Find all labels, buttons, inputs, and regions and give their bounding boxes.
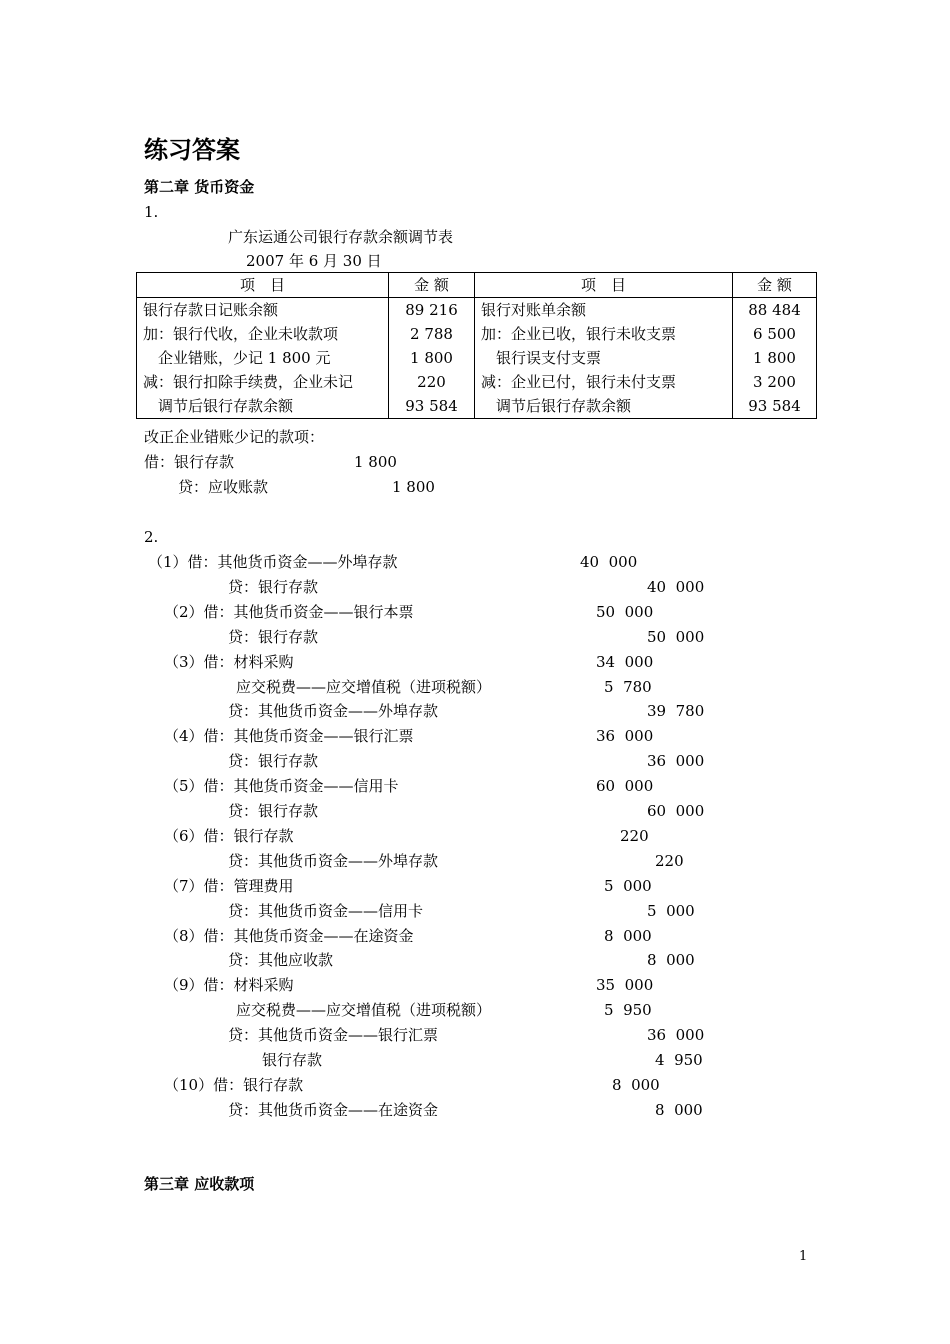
- cell-amount-left: 93 584: [389, 394, 475, 419]
- journal-line-text: 贷：银行存款: [228, 578, 319, 596]
- journal-line-amount: 40 000: [647, 578, 705, 596]
- table-row: [137, 322, 817, 346]
- journal-line-amount: 5 950: [604, 1001, 652, 1019]
- cell-amount-left: 220: [389, 370, 475, 394]
- journal-line-amount: 5 000: [647, 902, 695, 920]
- reconciliation-table: [136, 272, 817, 419]
- journal-line-text: 贷：其他货币资金——信用卡: [228, 902, 424, 920]
- table-row: [137, 298, 817, 323]
- journal-line-text: 贷：其他应收款: [228, 951, 334, 969]
- cell-amount-right: 3 200: [753, 373, 796, 391]
- cell-item-left: 减：银行扣除手续费，企业未记: [137, 370, 389, 394]
- chapter-3-heading: 第三章 应收款项: [144, 1175, 255, 1193]
- entry-credit-amount: 1 800: [392, 478, 435, 496]
- cell-amount-right: 1 800: [753, 349, 796, 367]
- journal-line-text: 贷：其他货币资金——外埠存款: [228, 852, 439, 870]
- journal-line-text: （10）借：银行存款: [164, 1076, 304, 1094]
- correction-note: 改正企业错账少记的款项：: [144, 428, 325, 446]
- journal-line-amount: 36 000: [647, 752, 705, 770]
- journal-line-text: 银行存款: [262, 1051, 323, 1069]
- journal-line-text: 应交税费——应交增值税（进项税额）: [236, 678, 492, 696]
- question-1-number: 1.: [144, 203, 159, 221]
- journal-line-text: （4）借：其他货币资金——银行汇票: [164, 727, 414, 745]
- journal-line-amount: 8 000: [612, 1076, 660, 1094]
- cell-item-right: 银行对账单余额: [475, 298, 733, 323]
- header-item-right: 项 目: [475, 273, 733, 298]
- journal-line-amount: 50 000: [647, 628, 705, 646]
- journal-line-amount: 8 000: [655, 1101, 703, 1119]
- cell-amount-right: 6 500: [753, 325, 796, 343]
- cell-item-left: 企业错账，少记 1 800 元: [137, 346, 389, 370]
- journal-line-amount: 8 000: [647, 951, 695, 969]
- journal-line-text: （1）借：其他货币资金——外埠存款: [148, 553, 398, 571]
- chapter-2-heading: 第二章 货币资金: [144, 178, 255, 196]
- entry-debit-amount: 1 800: [354, 453, 397, 471]
- journal-line-amount: 60 000: [647, 802, 705, 820]
- table-date: 2007 年 6 月 30 日: [246, 252, 382, 270]
- journal-line-text: 贷：其他货币资金——在途资金: [228, 1101, 439, 1119]
- table-row: [137, 370, 817, 394]
- journal-line-amount: 34 000: [596, 653, 654, 671]
- page-number: 1: [799, 1249, 808, 1264]
- cell-item-right: 调节后银行存款余额: [475, 394, 733, 419]
- cell-amount-left: 2 788: [389, 322, 475, 346]
- cell-item-right: 减：企业已付，银行未付支票: [475, 370, 733, 394]
- journal-line-text: （5）借：其他货币资金——信用卡: [164, 777, 399, 795]
- journal-line-text: 贷：银行存款: [228, 802, 319, 820]
- journal-line-amount: 60 000: [596, 777, 654, 795]
- cell-item-right: 加：企业已收，银行未收支票: [475, 322, 733, 346]
- journal-line-amount: 50 000: [596, 603, 654, 621]
- journal-line-text: 应交税费——应交增值税（进项税额）: [236, 1001, 492, 1019]
- journal-line-amount: 8 000: [604, 927, 652, 945]
- journal-line-text: （7）借：管理费用: [164, 877, 294, 895]
- journal-line-text: （2）借：其他货币资金——银行本票: [164, 603, 414, 621]
- journal-line-amount: 36 000: [596, 727, 654, 745]
- journal-line-amount: 39 780: [647, 702, 705, 720]
- journal-line-amount: 220: [620, 827, 649, 845]
- journal-line-text: 贷：银行存款: [228, 752, 319, 770]
- journal-line-amount: 220: [655, 852, 684, 870]
- cell-item-right: 银行误支付支票: [475, 346, 733, 370]
- cell-amount-right: 93 584: [748, 397, 801, 415]
- table-row: [137, 346, 817, 370]
- journal-line-text: （3）借：材料采购: [164, 653, 294, 671]
- journal-line-text: 贷：其他货币资金——银行汇票: [228, 1026, 439, 1044]
- journal-line-amount: 35 000: [596, 976, 654, 994]
- question-2-number: 2.: [144, 528, 159, 546]
- journal-line-amount: 4 950: [655, 1051, 703, 1069]
- document-title: 练习答案: [144, 136, 240, 164]
- entry-credit: 贷：应收账款: [178, 478, 269, 496]
- journal-line-text: （9）借：材料采购: [164, 976, 294, 994]
- cell-amount-left: 89 216: [389, 298, 475, 323]
- cell-amount-right: 88 484: [748, 301, 801, 319]
- header-amount-left: 金 额: [389, 273, 475, 298]
- table-row: [137, 394, 817, 419]
- header-amount-right: 金 额: [733, 273, 817, 298]
- journal-line-text: 贷：其他货币资金——外埠存款: [228, 702, 439, 720]
- journal-line-text: （8）借：其他货币资金——在途资金: [164, 927, 414, 945]
- journal-line-amount: 5 000: [604, 877, 652, 895]
- journal-line-text: （6）借：银行存款: [164, 827, 294, 845]
- journal-line-amount: 5 780: [604, 678, 652, 696]
- entry-debit: 借：银行存款: [144, 453, 235, 471]
- journal-line-amount: 40 000: [580, 553, 638, 571]
- table-header-row: [137, 273, 817, 298]
- cell-amount-left: 1 800: [389, 346, 475, 370]
- header-item-left: 项 目: [137, 273, 389, 298]
- table-title: 广东运通公司银行存款余额调节表: [228, 228, 454, 246]
- journal-line-text: 贷：银行存款: [228, 628, 319, 646]
- cell-item-left: 加：银行代收，企业未收款项: [137, 322, 389, 346]
- cell-item-left: 调节后银行存款余额: [137, 394, 389, 419]
- cell-item-left: 银行存款日记账余额: [137, 298, 389, 323]
- journal-line-amount: 36 000: [647, 1026, 705, 1044]
